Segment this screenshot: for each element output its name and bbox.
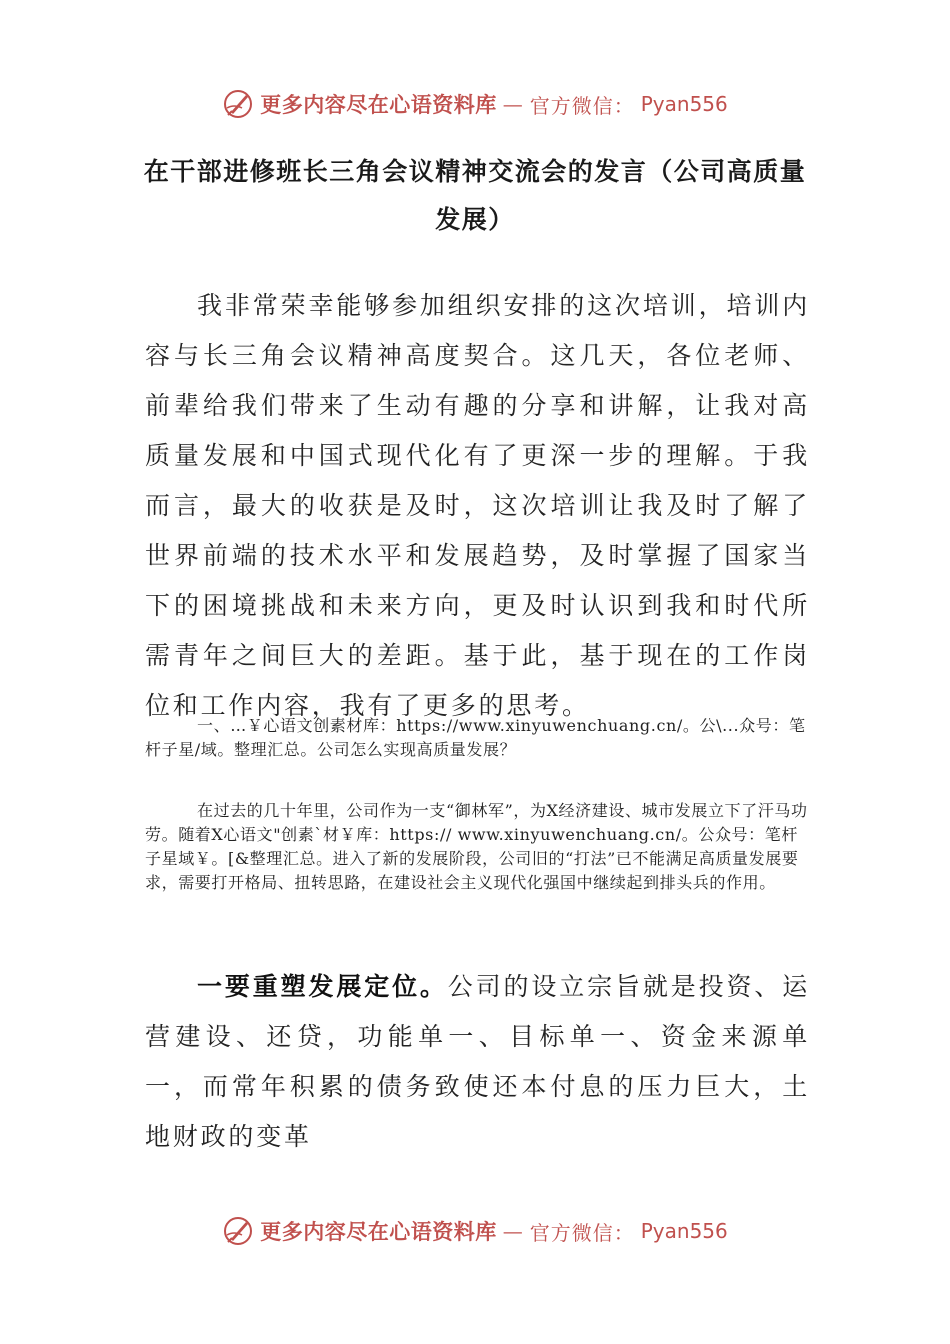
banner-dash: — xyxy=(502,92,524,116)
point-one-text: 公司的设立宗旨就是投资、运营建设、还贷，功能单一、目标单一、资金来源单一，而常年积累的债务致使还本付息的压力巨大，土地财政的变革 xyxy=(145,972,810,1151)
header-banner xyxy=(0,84,950,124)
banner-wechat-id: Pyan556 xyxy=(640,1219,728,1243)
banner-dash: — xyxy=(502,1219,524,1243)
quill-pen-logo-icon xyxy=(222,88,254,120)
intro-paragraph: 我非常荣幸能够参加组织安排的这次培训，培训内容与长三角会议精神高度契合。这几天，各位老师、前辈给我们带来了生动有趣的分享和讲解，让我对高质量发展和中国式现代化有了更深一步的理解。于我而言，最大的收获是及时，这次培训让我及时了解了世界前端的技术水平和发展趋势，及时掌握了国家当下的困境挑战和未来方向，更及时认识到我和时代所需青年之间巨大的差距。基于此，基于现在的工作岗位和工作内容，我有了更多的思考。 xyxy=(145,291,810,720)
footer-banner xyxy=(0,1211,950,1251)
banner-wechat-id: Pyan556 xyxy=(640,92,728,116)
point-one-paragraph xyxy=(145,962,810,1162)
section-one-heading: 一、…￥心语文创素材库：https://www.xinyuwenchuang.cn/。公\...众号：笔杆子星/域。整理汇总。公司怎么实现高质量发展？ xyxy=(145,716,806,759)
banner-wechat-label: 官方微信： xyxy=(529,1220,635,1245)
section-one-paragraph: 在过去的几十年里，公司作为一支“御林军”，为X经济建设、城市发展立下了汗马功劳。随着X心语文"创素`材￥库：https:// www.xinyuwenchuang.cn/。公众号：笔杆子星域￥。[&整理汇总。进入了新的发展阶段，公司旧的“打法”已不能满足高质量发展要求，需要打开格局、扭转思路，在建设社会主义现代化强国中继续起到排头兵的作用。 xyxy=(145,801,808,892)
point-one-lead: 一要重塑发展定位。 xyxy=(197,972,448,1001)
quill-pen-logo-icon xyxy=(222,1215,254,1247)
banner-brand-text: 更多内容尽在心语资料库 xyxy=(260,1219,497,1244)
banner-brand-text: 更多内容尽在心语资料库 xyxy=(260,92,497,117)
document-title: 在干部进修班长三角会议精神交流会的发言（公司高质量发展） xyxy=(143,157,807,234)
banner-wechat-label: 官方微信： xyxy=(529,93,635,118)
